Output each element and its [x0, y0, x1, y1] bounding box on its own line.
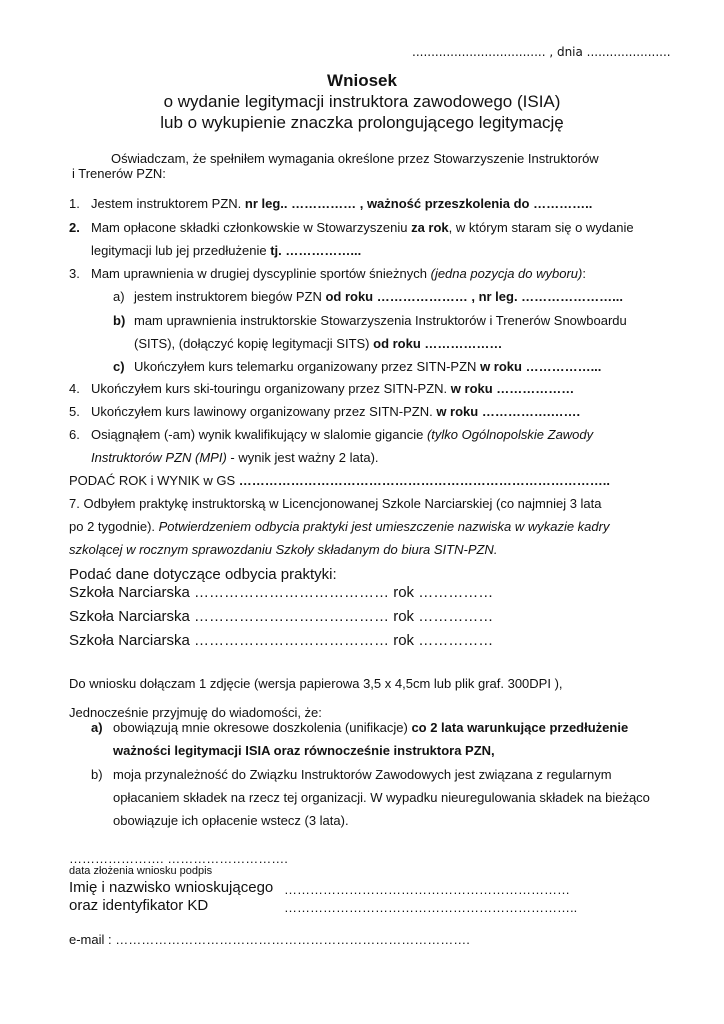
email-line: e-mail : ……………………………………………………………………….: [69, 932, 470, 947]
item-3-text: Mam uprawnienia w drugiej dyscyplinie sportów śnieżnych (jedna pozycja do wyboru):: [91, 266, 586, 281]
name-field-dots: …………………………………………………………: [284, 882, 570, 897]
item-6-text-line-2: Instruktorów PZN (MPI) - wynik jest ważny 2 lata).: [91, 450, 379, 465]
item-3a-text: jestem instruktorem biegów PZN od roku ………………… , nr leg. …………………...: [134, 289, 624, 304]
signature-caption: data złożenia wniosku podpis: [69, 865, 213, 877]
acknowledgement-heading: Jednocześnie przyjmuję do wiadomości, że:: [69, 705, 322, 720]
date-line: ................................... , dnia ......................: [412, 45, 671, 59]
page-title: Wniosek: [327, 71, 397, 90]
ack-a-text-line-2: ważności legitymacji ISIA oraz równocześnie instruktora PZN,: [113, 743, 495, 758]
item-3b-text: mam uprawnienia instruktorskie Stowarzyszenia Instruktorów i Trenerów Snowboardu: [134, 313, 627, 328]
item-2-text: Mam opłacone składki członkowskie w Stowarzyszeniu za rok, w którym staram się o wydanie: [91, 220, 634, 235]
practice-heading: Podać dane dotyczące odbycia praktyki:: [69, 566, 337, 583]
school-line: Szkoła Narciarska ………………………………… rok ……………: [69, 632, 494, 649]
item-7-text: 7. Odbyłem praktykę instruktorską w Licencjonowanej Szkole Narciarskiej (co najmniej 3 lata: [69, 496, 602, 511]
item-4-number: 4.: [69, 381, 80, 396]
ack-a-number: a): [91, 720, 103, 735]
gs-result-line: PODAĆ ROK i WYNIK w GS …………………………………………………………………………..: [69, 473, 610, 488]
item-1-number: 1.: [69, 196, 80, 211]
intro-line-2: i Trenerów PZN:: [72, 166, 166, 181]
intro-line-1: Oświadczam, że spełniłem wymagania określone przez Stowarzyszenie Instruktorów: [111, 151, 599, 166]
item-5-number: 5.: [69, 404, 80, 419]
item-2-number: 2.: [69, 220, 80, 235]
subtitle-line-1: o wydanie legitymacji instruktora zawodowego (ISIA): [163, 92, 561, 111]
school-line: Szkoła Narciarska ………………………………… rok ……………: [69, 608, 494, 625]
item-4-text: Ukończyłem kurs ski-touringu organizowany przez SITN-PZN. w roku ………………: [91, 381, 575, 396]
school-line: Szkoła Narciarska ………………………………… rok ……………: [69, 584, 494, 601]
kd-label: oraz identyfikator KD: [69, 897, 209, 914]
ack-a-text: obowiązują mnie okresowe doszkolenia (unifikacje) co 2 lata warunkujące przedłużenie: [113, 720, 629, 735]
item-3-number: 3.: [69, 266, 80, 281]
subtitle-line-2: lub o wykupienie znaczka prolongującego legitymację: [160, 113, 564, 132]
item-3a-number: a): [113, 289, 125, 304]
item-3b-number: b): [113, 313, 126, 328]
name-label: Imię i nazwisko wnioskującego: [69, 879, 274, 896]
ack-b-text-line-2: opłacaniem składek na rzecz tej organizacji. W wypadku nieuregulowania składek na bieżąco: [113, 790, 650, 805]
item-7-text-line-3: szkolącej w rocznym sprawozdaniu Szkoły składanym do biura SITN-PZN.: [69, 542, 498, 557]
item-2-text-line-2: legitymacji lub jej przedłużenie tj. ……………...: [91, 243, 362, 258]
item-3b-text-line-2: (SITS), (dołączyć kopię legitymacji SITS) od roku ………………: [134, 336, 503, 351]
item-1-text: Jestem instruktorem PZN. nr leg.. …………… , ważność przeszkolenia do …………..: [91, 196, 593, 211]
item-6-text: Osiągnąłem (-am) wynik kwalifikujący w slalomie gigancie (tylko Ogólnopolskie Zawody: [91, 427, 594, 442]
photo-note: Do wniosku dołączam 1 zdjęcie (wersja papierowa 3,5 x 4,5cm lub plik graf. 300DPI ),: [69, 676, 563, 691]
kd-field-dots: …………………………………………………………..: [284, 900, 578, 915]
item-6-number: 6.: [69, 427, 80, 442]
item-7-text-line-2: po 2 tygodnie). Potwierdzeniem odbycia praktyki jest umieszczenie nazwiska w wykazie kadry: [69, 519, 610, 534]
signature-dots: …………………. ……………………….: [69, 851, 288, 866]
ack-b-text-line-3: obowiązuje ich opłacenie wstecz (3 lata).: [113, 813, 349, 828]
item-3c-text: Ukończyłem kurs telemarku organizowany przez SITN-PZN w roku ……………...: [134, 359, 602, 374]
item-3c-number: c): [113, 359, 125, 374]
item-5-text: Ukończyłem kurs lawinowy organizowany przez SITN-PZN. w roku …………….…….: [91, 404, 581, 419]
ack-b-text: moja przynależność do Związku Instruktorów Zawodowych jest związana z regularnym: [113, 767, 612, 782]
ack-b-number: b): [91, 767, 103, 782]
